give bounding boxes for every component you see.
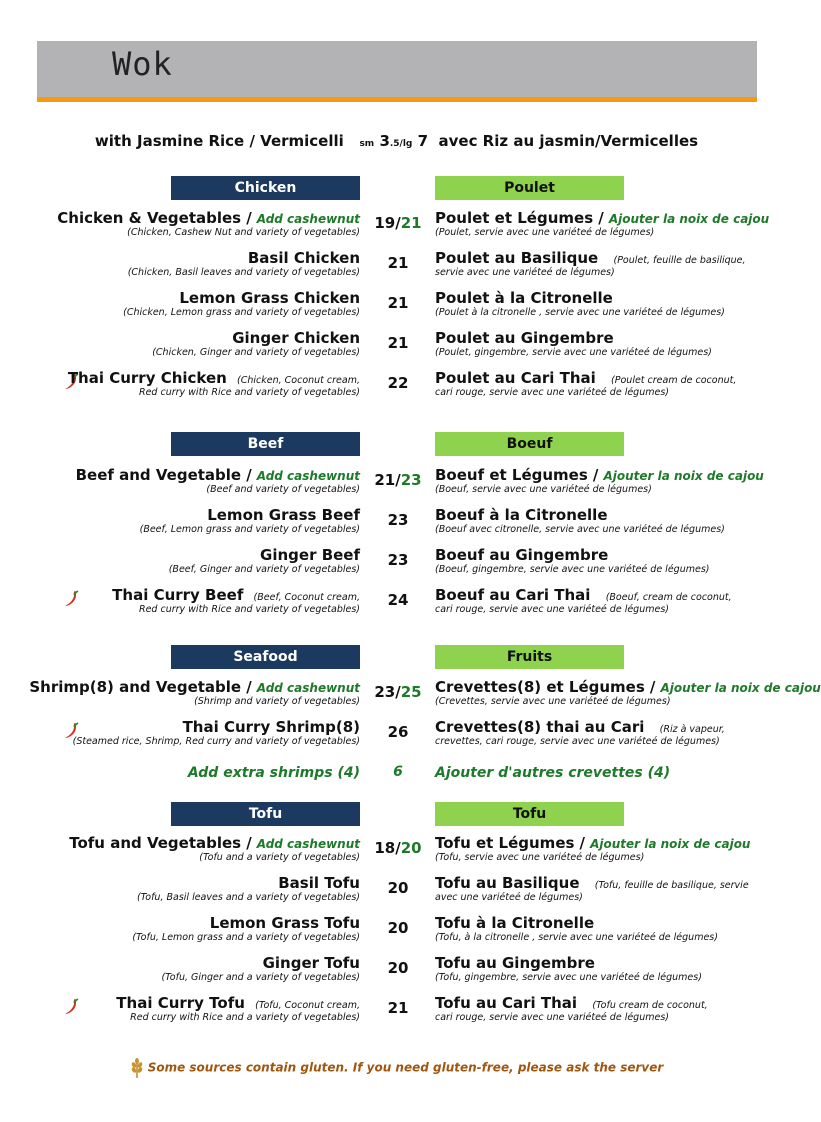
- price-main: 20: [387, 919, 409, 937]
- item-desc-en: (Tofu, Lemon grass and a variety of vegetables): [132, 932, 360, 943]
- section-header-chicken: Chicken: [171, 176, 360, 200]
- item-en: [112, 585, 360, 616]
- price-main: 21/: [374, 471, 401, 489]
- extra-price: 6: [393, 764, 403, 780]
- slash: /: [246, 466, 252, 484]
- item-desc-inline-fr: (Riz à vapeur,: [659, 724, 725, 735]
- menu-item: [0, 505, 793, 545]
- item-price: [368, 683, 428, 701]
- slash: /: [579, 834, 585, 852]
- item-desc-en: (Shrimp and variety of vegetables): [194, 696, 360, 707]
- price-main: 21: [387, 334, 409, 352]
- item-name-en: Thai Curry Tofu: [116, 994, 245, 1012]
- item-name-fr: Tofu au Cari Thai: [435, 994, 578, 1012]
- header-accent-line: [37, 97, 757, 102]
- size-small-price: 3: [379, 132, 390, 150]
- item-desc-inline-fr: (Poulet, feuille de basilique,: [613, 255, 746, 266]
- menu-item: [0, 585, 793, 625]
- size-small-label: sm: [359, 139, 375, 149]
- item-name-fr: Tofu au Basilique: [435, 874, 580, 892]
- add-cashew-fr: Ajouter la noix de cajou: [603, 469, 764, 483]
- item-price: [368, 839, 428, 857]
- price-with-cashew: 23: [400, 471, 422, 489]
- item-desc-fr: (Poulet, gingembre, servie avec une variéteé de légumes): [435, 347, 712, 358]
- item-name-fr: [435, 762, 670, 781]
- item-desc-fr: cari rouge, servie avec une variéteé de légumes): [435, 387, 669, 398]
- item-fr: [435, 993, 708, 1024]
- item-desc-en: Red curry with Rice and variety of vegetables): [138, 387, 360, 398]
- add-cashew-en: Add cashewnut: [256, 837, 360, 851]
- menu-item: [0, 953, 793, 993]
- menu-item: [0, 248, 793, 288]
- item-desc-inline-en: (Beef, Coconut cream,: [253, 592, 360, 603]
- item-name-en: Basil Tofu: [278, 874, 360, 892]
- item-price: [368, 723, 428, 741]
- item-name-en: Lemon Grass Tofu: [209, 914, 360, 932]
- slash: /: [246, 209, 252, 227]
- item-name-fr: Boeuf au Cari Thai: [435, 586, 591, 604]
- item-en: [76, 465, 360, 496]
- subtitle: [0, 132, 793, 150]
- menu-item: [0, 465, 793, 505]
- item-en: [68, 368, 360, 399]
- section-header-tofu: Tofu: [171, 802, 360, 826]
- item-en: [169, 545, 360, 576]
- item-name-fr: Tofu à la Citronelle: [435, 914, 595, 932]
- item-desc-fr: (Crevettes, servie avec une variéteé de légumes): [435, 696, 671, 707]
- item-name-en: [188, 762, 360, 781]
- item-fr: [435, 248, 746, 279]
- extra-label-en: Add extra shrimps (4): [187, 765, 360, 781]
- item-fr: [435, 545, 709, 576]
- menu-item-extra-shrimps: [0, 762, 793, 802]
- section-header-poulet: Poulet: [435, 176, 624, 200]
- item-name-fr: Poulet et Légumes: [435, 209, 594, 227]
- section-header-tofu-fr: Tofu: [435, 802, 624, 826]
- add-cashew-en: Add cashewnut: [256, 212, 360, 226]
- item-desc-fr: crevettes, cari rouge, servie avec une variéteé de légumes): [435, 736, 720, 747]
- item-price: [368, 959, 428, 977]
- price-main: 24: [387, 591, 409, 609]
- price-main: 26: [387, 723, 409, 741]
- item-en: [57, 208, 360, 239]
- item-en: [140, 505, 360, 536]
- item-price: [368, 762, 428, 780]
- menu-item: [0, 208, 793, 248]
- item-en: [69, 833, 360, 864]
- chili-pepper-icon: [63, 589, 79, 607]
- item-desc-inline-en: (Chicken, Coconut cream,: [237, 375, 360, 386]
- item-name-en: Thai Curry Beef: [112, 586, 244, 604]
- section-header-beef: Beef: [171, 432, 360, 456]
- price-main: 20: [387, 879, 409, 897]
- item-name-fr: Crevettes(8) thai au Cari: [435, 718, 645, 736]
- price-main: 22: [387, 374, 409, 392]
- item-name-en: Ginger Tofu: [262, 954, 360, 972]
- item-fr: [435, 585, 732, 616]
- item-desc-en: (Chicken, Lemon grass and variety of vegetables): [123, 307, 360, 318]
- item-name-fr: Poulet au Cari Thai: [435, 369, 596, 387]
- menu-item: [0, 993, 793, 1033]
- menu-item: [0, 288, 793, 328]
- section-header-boeuf: Boeuf: [435, 432, 624, 456]
- wheat-icon: [130, 1058, 144, 1078]
- item-price: [368, 919, 428, 937]
- item-fr: [435, 208, 769, 239]
- item-name-en: Tofu and Vegetables: [69, 834, 242, 852]
- menu-item: [0, 873, 793, 913]
- item-name-fr: Tofu au Gingembre: [435, 954, 595, 972]
- price-main: 23: [387, 551, 409, 569]
- slash: /: [246, 678, 252, 696]
- item-desc-inline-en: (Tofu, Coconut cream,: [255, 1000, 360, 1011]
- item-fr: [435, 465, 764, 496]
- item-desc-fr: (Poulet, servie avec une variéteé de légumes): [435, 227, 655, 238]
- item-en: [137, 873, 360, 904]
- item-desc-fr: (Boeuf, servie avec une variéteé de légumes): [435, 484, 652, 495]
- item-price: [368, 879, 428, 897]
- item-en: [128, 248, 360, 279]
- item-name-en: Shrimp(8) and Vegetable: [29, 678, 242, 696]
- price-main: 21: [387, 294, 409, 312]
- item-desc-en: (Chicken, Ginger and variety of vegetables): [152, 347, 360, 358]
- item-en: [123, 288, 360, 319]
- item-price: [368, 591, 428, 609]
- item-desc-fr: (Tofu, servie avec une variéteé de légumes): [435, 852, 645, 863]
- item-name-en: Ginger Chicken: [232, 329, 360, 347]
- item-desc-fr: avec une variéteé de légumes): [435, 892, 583, 903]
- menu-item: [0, 833, 793, 873]
- item-desc-en: (Tofu, Basil leaves and a variety of vegetables): [136, 892, 360, 903]
- item-desc-inline-fr: (Tofu, feuille de basilique, servie: [594, 880, 749, 891]
- item-fr: [435, 505, 725, 536]
- section-header-seafood: Seafood: [171, 645, 360, 669]
- item-price: [368, 254, 428, 272]
- item-desc-fr: (Tofu, à la citronelle , servie avec une variéteé de légumes): [435, 932, 718, 943]
- chili-pepper-icon: [63, 997, 79, 1015]
- menu-item: [0, 368, 793, 408]
- item-desc-en: (Chicken, Basil leaves and variety of vegetables): [127, 267, 360, 278]
- price-main: 23/: [374, 683, 401, 701]
- slash: /: [598, 209, 604, 227]
- item-name-fr: Boeuf à la Citronelle: [435, 506, 608, 524]
- price-main: 21: [387, 999, 409, 1017]
- item-desc-inline-fr: (Tofu cream de coconut,: [592, 1000, 708, 1011]
- price-main: 20: [387, 959, 409, 977]
- add-cashew-en: Add cashewnut: [256, 469, 360, 483]
- item-fr: [435, 677, 821, 708]
- item-en: [132, 913, 360, 944]
- item-name-en: Thai Curry Shrimp(8): [182, 718, 360, 736]
- item-desc-en: Red curry with Rice and variety of vegetables): [138, 604, 360, 615]
- subtitle-fr: avec Riz au jasmin/Vermicelles: [438, 132, 699, 150]
- gluten-notice: [0, 1058, 793, 1078]
- item-desc-fr: cari rouge, servie avec une variéteé de légumes): [435, 1012, 669, 1023]
- item-en: [161, 953, 360, 984]
- item-name-fr: Poulet au Gingembre: [435, 329, 614, 347]
- item-fr: [435, 913, 718, 944]
- item-fr: [435, 288, 725, 319]
- item-name-en: Chicken & Vegetables: [57, 209, 242, 227]
- item-desc-fr: (Boeuf, gingembre, servie avec une variéteé de légumes): [435, 564, 710, 575]
- item-price: [368, 334, 428, 352]
- extra-label-fr: Ajouter d'autres crevettes (4): [435, 765, 671, 781]
- price-main: 21: [387, 254, 409, 272]
- item-desc-fr: (Tofu, gingembre, servie avec une variéteé de légumes): [435, 972, 702, 983]
- item-name-fr: Boeuf et Légumes: [435, 466, 588, 484]
- item-fr: [435, 368, 736, 399]
- item-en: [152, 328, 360, 359]
- add-cashew-fr: Ajouter la noix de cajou: [590, 837, 751, 851]
- item-desc-inline-fr: (Poulet cream de coconut,: [611, 375, 737, 386]
- item-name-en: Thai Curry Chicken: [67, 369, 227, 387]
- item-price: [368, 551, 428, 569]
- add-cashew-fr: Ajouter la noix de cajou: [660, 681, 821, 695]
- item-price: [368, 294, 428, 312]
- price-with-cashew: 20: [400, 839, 422, 857]
- price-with-cashew: 21: [400, 214, 422, 232]
- item-desc-en: (Chicken, Cashew Nut and variety of vegetables): [127, 227, 360, 238]
- item-desc-en: (Steamed rice, Shrimp, Red curry and variety of vegetables): [72, 736, 360, 747]
- slash: /: [592, 466, 599, 484]
- item-price: [368, 471, 428, 489]
- item-en: [73, 717, 360, 748]
- add-cashew-fr: Ajouter la noix de cajou: [608, 212, 770, 226]
- section-header-fruits: Fruits: [435, 645, 624, 669]
- item-name-fr: Poulet à la Citronelle: [435, 289, 613, 307]
- item-name-fr: Crevettes(8) et Légumes: [435, 678, 645, 696]
- item-price: [368, 511, 428, 529]
- item-name-en: Basil Chicken: [247, 249, 360, 267]
- price-main: 18/: [374, 839, 401, 857]
- item-name-en: Lemon Grass Chicken: [179, 289, 360, 307]
- item-desc-en: Red curry with Rice and a variety of vegetables): [130, 1012, 360, 1023]
- item-name-fr: Tofu et Légumes: [435, 834, 575, 852]
- item-name-en: Beef and Vegetable: [75, 466, 242, 484]
- item-desc-fr: servie avec une variéteé de légumes): [435, 267, 615, 278]
- item-desc-inline-fr: (Boeuf, cream de coconut,: [605, 592, 732, 603]
- item-desc-fr: cari rouge, servie avec une variéteé de légumes): [435, 604, 669, 615]
- menu-item: [0, 913, 793, 953]
- price-main: 23: [387, 511, 409, 529]
- item-price: [368, 214, 428, 232]
- item-name-fr: Boeuf au Gingembre: [435, 546, 609, 564]
- menu-item: [0, 328, 793, 368]
- add-cashew-en: Add cashewnut: [256, 681, 360, 695]
- item-name-en: Lemon Grass Beef: [207, 506, 360, 524]
- item-en: [116, 993, 360, 1024]
- item-price: [368, 999, 428, 1017]
- slash: /: [246, 834, 252, 852]
- size-large-price: 7: [417, 132, 429, 150]
- slash: /: [649, 678, 656, 696]
- item-fr: [435, 717, 725, 748]
- item-fr: [435, 873, 749, 904]
- size-small-price-decimal: .5/: [389, 139, 403, 149]
- item-desc-en: (Beef, Ginger and variety of vegetables): [168, 564, 360, 575]
- item-name-fr: Poulet au Basilique: [435, 249, 599, 267]
- item-desc-en: (Tofu, Ginger and a variety of vegetables): [161, 972, 360, 983]
- item-desc-fr: (Poulet à la citronelle , servie avec une variéteé de légumes): [435, 307, 725, 318]
- price-with-cashew: 25: [400, 683, 422, 701]
- subtitle-en: with Jasmine Rice / Vermicelli: [94, 132, 344, 150]
- price-main: 19/: [374, 214, 401, 232]
- item-fr: [435, 833, 750, 864]
- item-price: [368, 374, 428, 392]
- menu-item: [0, 717, 793, 757]
- item-fr: [435, 328, 712, 359]
- gluten-notice-text: Some sources contain gluten. If you need gluten-free, please ask the server: [147, 1060, 664, 1075]
- item-desc-fr: (Boeuf avec citronelle, servie avec une variéteé de légumes): [435, 524, 725, 535]
- menu-item: [0, 677, 821, 717]
- item-name-en: Ginger Beef: [260, 546, 360, 564]
- item-en: [29, 677, 360, 708]
- menu-item: [0, 545, 793, 585]
- page-title: Wok: [112, 45, 173, 83]
- item-desc-en: (Tofu and a variety of vegetables): [199, 852, 360, 863]
- item-desc-en: (Beef, Lemon grass and variety of vegetables): [139, 524, 360, 535]
- item-fr: [435, 953, 702, 984]
- size-large-label: lg: [402, 139, 413, 149]
- item-desc-en: (Beef and variety of vegetables): [206, 484, 360, 495]
